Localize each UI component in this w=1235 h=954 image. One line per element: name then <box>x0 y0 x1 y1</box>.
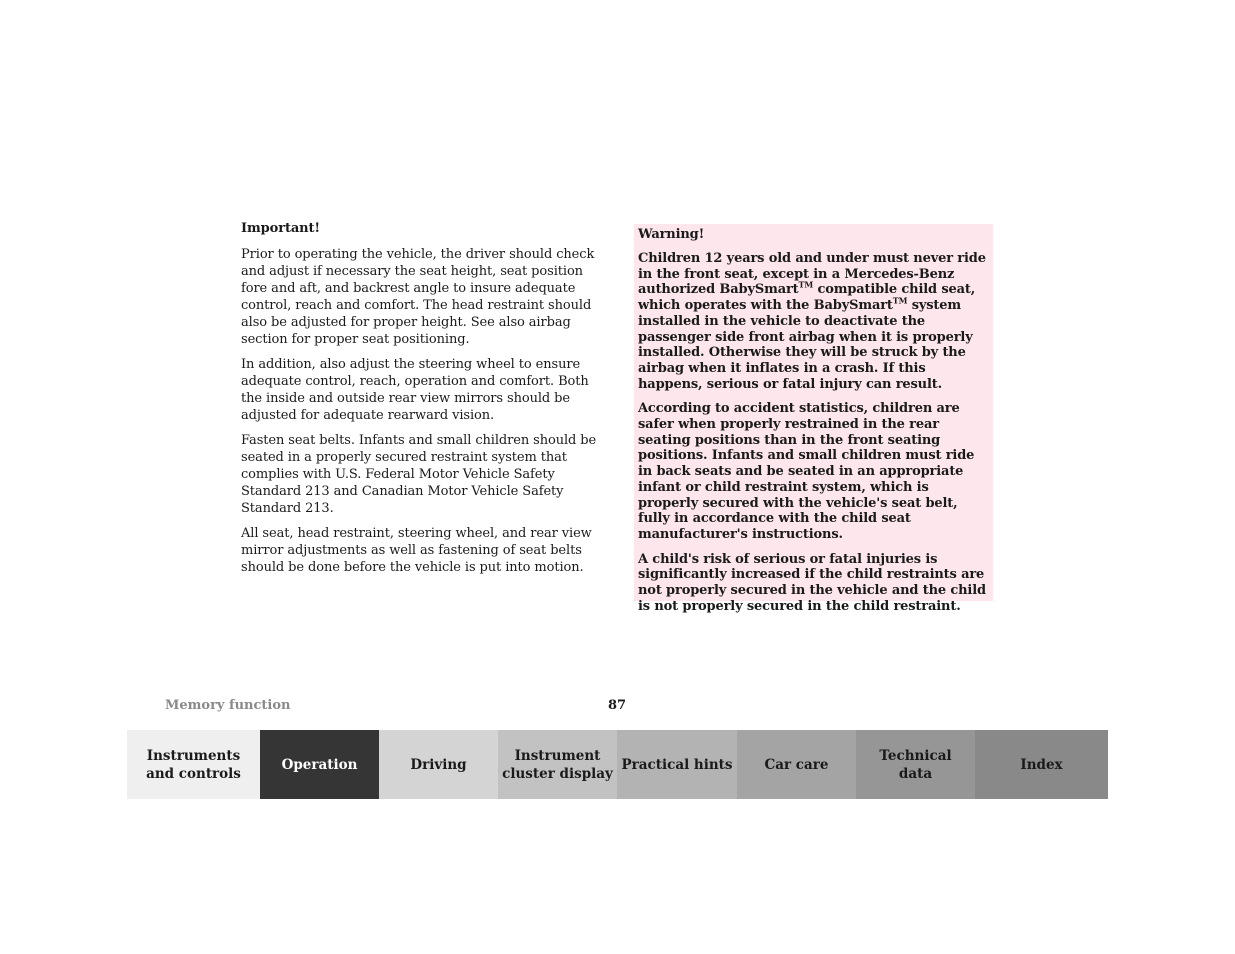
nav-tab-operation[interactable]: Operation <box>260 730 379 799</box>
nav-tab-technical-data[interactable]: Technical data <box>856 730 975 799</box>
chapter-nav-bar <box>127 730 1108 799</box>
trademark-symbol: TM <box>892 295 908 306</box>
nav-tab-instrument-cluster[interactable]: Instrument cluster display <box>498 730 617 799</box>
important-section <box>241 220 603 584</box>
nav-tab-instruments-controls[interactable]: Instruments and controls <box>127 730 260 799</box>
nav-tab-driving[interactable]: Driving <box>379 730 498 799</box>
trademark-symbol: TM <box>798 280 814 291</box>
warning-paragraph-risk: A child's risk of serious or fatal injuries is significantly increased if the child restraints are not properly secured in the vehicle and the child is not properly secured in the child restraint. <box>638 551 986 614</box>
nav-tab-car-care[interactable]: Car care <box>737 730 856 799</box>
warning-text-part2: compatible child seat, which operates with the BabySmart <box>638 282 976 314</box>
paragraph-steering-mirrors: In addition, also adjust the steering wheel to ensure adequate control, reach, operation and comfort. Both the inside and outside rear view mirrors should be adjusted for adequate rearward vision. <box>241 357 589 423</box>
warning-paragraph-statistics: According to accident statistics, children are safer when properly restrained in the rear seating positions than in the front seating positions. Infants and small children must ride in back seats and be seated in an appropriate infant or child restraint system, which is properly secured with the vehicle's seat belt, fully in accordance with the child seat manufacturer's instructions. <box>638 401 975 542</box>
warning-text-part3: system installed in the vehicle to deactivate the passenger side front airbag when it is properly installed. Otherwise they will be struck by the airbag when it inflates in a crash. If this happens, serious or fatal injury can result. <box>638 298 973 392</box>
paragraph-seat-belts: Fasten seat belts. Infants and small children should be seated in a properly secured restraint system that complies with U.S. Federal Motor Vehicle Safety Standard 213 and Canadian Motor Vehicle Safety Standard 213. <box>241 433 597 516</box>
warning-heading: Warning! <box>638 227 705 242</box>
footer-section-title: Memory function <box>165 698 291 713</box>
nav-tab-practical-hints[interactable]: Practical hints <box>617 730 737 799</box>
nav-tab-index[interactable]: Index <box>975 730 1108 799</box>
important-heading: Important! <box>241 221 321 236</box>
warning-paragraph-front-seat <box>638 251 989 392</box>
page-number: 87 <box>607 698 627 713</box>
paragraph-seat-adjustment: Prior to operating the vehicle, the driver should check and adjust if necessary the seat height, seat position fore and aft, and backrest angle to insure adequate control, reach and comfort. The head restraint should also be adjusted for proper height. See also airbag section for proper seat positioning. <box>241 247 595 347</box>
warning-text-part1: Children 12 years old and under must never ride in the front seat, except in a Mercedes-Benz authorized BabySmart <box>638 251 986 298</box>
paragraph-before-motion: All seat, head restraint, steering wheel, and rear view mirror adjustments as well as fastening of seat belts should be done before the vehicle is put into motion. <box>241 526 592 575</box>
warning-box <box>634 224 993 614</box>
